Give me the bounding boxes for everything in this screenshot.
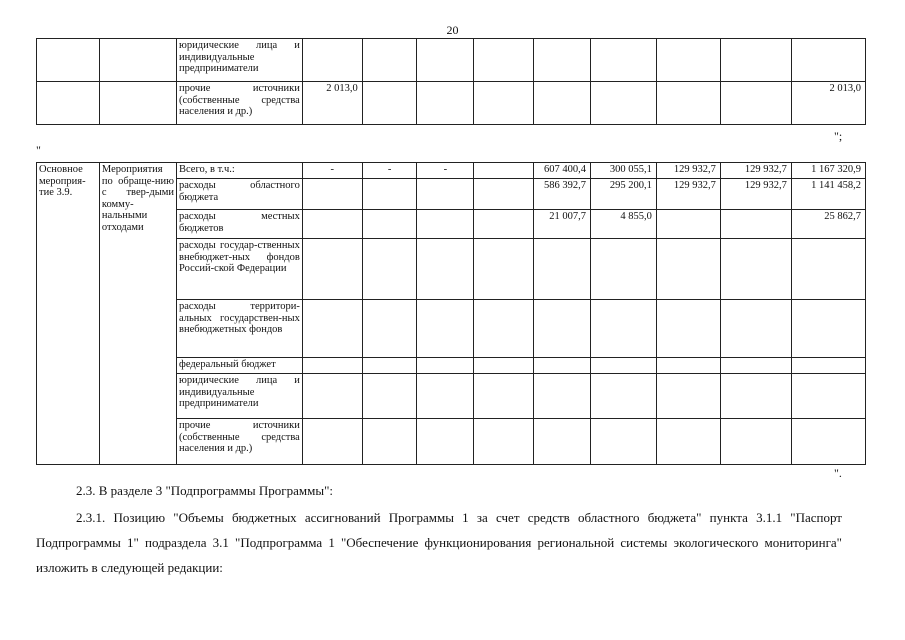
source-cell: юридические лица и индивидуальные предприниматели [177, 374, 303, 419]
main-table [36, 162, 866, 465]
opening-quote-mark: " [36, 143, 41, 157]
source-cell: прочие источники (собственные средства населения и др.) [177, 419, 303, 465]
source-cell: расходы местных бюджетов [177, 210, 303, 239]
paragraph: 2.3. В разделе 3 "Подпрограммы Программы": [76, 483, 334, 498]
source-cell: расходы территори-альных государствен-ных внебюджетных фондов [177, 300, 303, 358]
measure-cell: Основное мероприя-тие 3.9. [37, 163, 100, 465]
table-row: расходы областного бюджета 586 392,7 295 200,1 129 932,7 129 932,7 1 141 458,2 [37, 179, 866, 210]
paragraph: 2.3.1. Позицию "Объемы бюджетных ассигнований Программы 1 за счет средств областного бюджета" пункта 3.1.1 "Паспорт Подпрограммы 1" подраздела 3.1 "Подпрограмма 1 "Обеспечение функционирования региональной системы экологического мониторинга" изложить в следующей редакции: [36, 510, 842, 575]
closing-quote-mark: ". [834, 466, 842, 480]
table-row: расходы местных бюджетов 21 007,7 4 855,0 25 862,7 [37, 210, 866, 239]
source-cell: федеральный бюджет [177, 358, 303, 374]
source-cell: расходы областного бюджета [177, 179, 303, 210]
table-row: прочие источники (собственные средства населения и др.) 2 013,0 2 013,0 [37, 82, 866, 125]
table-row [37, 39, 866, 82]
source-cell: юридические лица и индивидуальные предприниматели [177, 39, 303, 82]
page-number: 20 [446, 23, 459, 37]
table-row: Основное мероприя-тие 3.9. Мероприятия по обраще-нию с твер-дыми комму-нальными отходами Всего, в т.ч.: - - - 607 400,4 300 055,1 129 932,7 129 932,7 1 167 320,9 [37, 163, 866, 179]
source-cell: Всего, в т.ч.: [177, 163, 303, 179]
source-cell: прочие источники (собственные средства населения и др.) [177, 82, 303, 125]
activity-cell: Мероприятия по обраще-нию с твер-дыми комму-нальными отходами [99, 163, 176, 465]
top-table [36, 38, 866, 125]
closing-quote-mark: "; [834, 129, 843, 143]
source-cell: расходы государ-ственных внебюджет-ных фондов Россий-ской Федерации [177, 239, 303, 300]
